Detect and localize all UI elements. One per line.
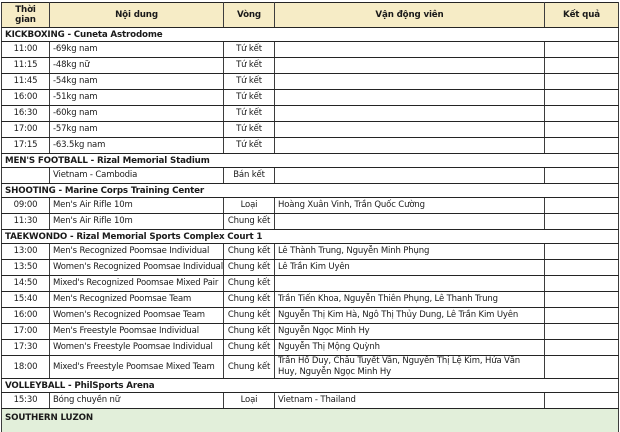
result-cell [545, 214, 619, 230]
round-cell: Chung kết [224, 276, 275, 292]
result-cell [545, 90, 619, 106]
content-cell: -57kg nam [50, 122, 224, 138]
round-cell: Chung kết [224, 214, 275, 230]
result-cell [545, 276, 619, 292]
round-cell: Tứ kết [224, 42, 275, 58]
athletes-cell [275, 168, 545, 184]
time-cell: 16:30 [2, 106, 50, 122]
athletes-cell: Trần Tiến Khoa, Nguyễn Thiên Phụng, Lê Thanh Trung [275, 292, 545, 308]
schedule-table [1, 2, 619, 432]
result-cell [545, 74, 619, 90]
result-cell [545, 168, 619, 184]
time-cell [2, 168, 50, 184]
athletes-cell [275, 138, 545, 154]
result-cell [545, 292, 619, 308]
time-cell: 16:00 [2, 308, 50, 324]
time-cell: 17:15 [2, 138, 50, 154]
athletes-cell [275, 106, 545, 122]
athletes-cell: Nguyễn Ngọc Minh Hy [275, 324, 545, 340]
time-cell: 16:00 [2, 90, 50, 106]
event-row [2, 308, 619, 324]
result-cell [545, 324, 619, 340]
time-cell: 11:15 [2, 58, 50, 74]
athletes-cell: Vietnam - Thailand [275, 393, 545, 409]
column-header-round: Vòng [224, 3, 275, 28]
table-header [2, 3, 619, 28]
round-cell: Chung kết [224, 260, 275, 276]
content-cell: -54kg nam [50, 74, 224, 90]
event-row [2, 393, 619, 409]
section-row [2, 379, 619, 393]
section-row [2, 28, 619, 42]
section-label: SOUTHERN LUZON [2, 409, 619, 432]
time-cell: 14:50 [2, 276, 50, 292]
time-cell: 17:30 [2, 340, 50, 356]
region-section-row [2, 409, 619, 432]
content-cell: -60kg nam [50, 106, 224, 122]
round-cell: Chung kết [224, 244, 275, 260]
section-label: TAEKWONDO - Rizal Memorial Sports Complex Court 1 [2, 230, 619, 244]
content-cell: Men's Recognized Poomsae Team [50, 292, 224, 308]
athletes-cell [275, 90, 545, 106]
section-row [2, 230, 619, 244]
result-cell [545, 42, 619, 58]
time-cell: 15:40 [2, 292, 50, 308]
event-row [2, 138, 619, 154]
athletes-cell: Lê Thành Trung, Nguyễn Minh Phụng [275, 244, 545, 260]
event-row [2, 90, 619, 106]
event-row [2, 122, 619, 138]
table-body [2, 28, 619, 432]
athletes-cell: Trần Hồ Duy, Châu Tuyết Vân, Nguyễn Thị Lệ Kim, Hứa Văn Huy, Nguyễn Ngọc Minh Hy [275, 356, 545, 379]
event-row [2, 214, 619, 230]
event-row [2, 42, 619, 58]
event-row [2, 74, 619, 90]
content-cell: Bóng chuyền nữ [50, 393, 224, 409]
column-header-result: Kết quả [545, 3, 619, 28]
event-row [2, 324, 619, 340]
athletes-cell: Nguyễn Thị Mộng Quỳnh [275, 340, 545, 356]
round-cell: Chung kết [224, 340, 275, 356]
time-cell: 17:00 [2, 324, 50, 340]
time-cell: 11:00 [2, 42, 50, 58]
content-cell: -63.5kg nam [50, 138, 224, 154]
round-cell: Chung kết [224, 356, 275, 379]
content-cell: -48kg nữ [50, 58, 224, 74]
time-cell: 13:00 [2, 244, 50, 260]
round-cell: Chung kết [224, 324, 275, 340]
time-cell: 18:00 [2, 356, 50, 379]
athletes-cell [275, 74, 545, 90]
event-row [2, 244, 619, 260]
content-cell: Men's Air Rifle 10m [50, 198, 224, 214]
time-cell: 09:00 [2, 198, 50, 214]
header-row [2, 3, 619, 28]
column-header-content: Nội dung [50, 3, 224, 28]
round-cell: Tứ kết [224, 74, 275, 90]
content-cell: Men's Freestyle Poomsae Individual [50, 324, 224, 340]
section-label: MEN'S FOOTBALL - Rizal Memorial Stadium [2, 154, 619, 168]
result-cell [545, 308, 619, 324]
athletes-cell [275, 276, 545, 292]
content-cell: Mixed's Recognized Poomsae Mixed Pair [50, 276, 224, 292]
column-header-athletes: Vận động viên [275, 3, 545, 28]
result-cell [545, 340, 619, 356]
athletes-cell: Lê Trần Kim Uyên [275, 260, 545, 276]
time-cell: 13:50 [2, 260, 50, 276]
result-cell [545, 393, 619, 409]
section-label: KICKBOXING - Cuneta Astrodome [2, 28, 619, 42]
section-label: VOLLEYBALL - PhilSports Arena [2, 379, 619, 393]
result-cell [545, 106, 619, 122]
round-cell: Bán kết [224, 168, 275, 184]
athletes-cell [275, 42, 545, 58]
result-cell [545, 260, 619, 276]
time-cell: 11:45 [2, 74, 50, 90]
content-cell: Women's Freestyle Poomsae Individual [50, 340, 224, 356]
section-row [2, 184, 619, 198]
result-cell [545, 198, 619, 214]
event-row [2, 58, 619, 74]
round-cell: Tứ kết [224, 106, 275, 122]
content-cell: -69kg nam [50, 42, 224, 58]
athletes-cell [275, 214, 545, 230]
column-header-time: Thời gian [2, 3, 50, 28]
athletes-cell [275, 58, 545, 74]
content-cell: Mixed's Freestyle Poomsae Mixed Team [50, 356, 224, 379]
athletes-cell: Nguyễn Thị Kim Hà, Ngô Thị Thủy Dung, Lê Trần Kim Uyên [275, 308, 545, 324]
result-cell [545, 244, 619, 260]
section-row [2, 154, 619, 168]
content-cell: -51kg nam [50, 90, 224, 106]
time-cell: 11:30 [2, 214, 50, 230]
round-cell: Tứ kết [224, 90, 275, 106]
round-cell: Tứ kết [224, 122, 275, 138]
event-row [2, 168, 619, 184]
event-row [2, 260, 619, 276]
content-cell: Men's Air Rifle 10m [50, 214, 224, 230]
event-row [2, 198, 619, 214]
round-cell: Loại [224, 393, 275, 409]
event-row [2, 340, 619, 356]
content-cell: Men's Recognized Poomsae Individual [50, 244, 224, 260]
result-cell [545, 122, 619, 138]
content-cell: Women's Recognized Poomsae Team [50, 308, 224, 324]
time-cell: 15:30 [2, 393, 50, 409]
section-label: SHOOTING - Marine Corps Training Center [2, 184, 619, 198]
time-cell: 17:00 [2, 122, 50, 138]
round-cell: Chung kết [224, 292, 275, 308]
round-cell: Chung kết [224, 308, 275, 324]
event-row [2, 106, 619, 122]
result-cell [545, 356, 619, 379]
content-cell: Vietnam - Cambodia [50, 168, 224, 184]
athletes-cell: Hoàng Xuân Vinh, Trần Quốc Cường [275, 198, 545, 214]
event-row [2, 356, 619, 379]
round-cell: Tứ kết [224, 58, 275, 74]
round-cell: Loại [224, 198, 275, 214]
athletes-cell [275, 122, 545, 138]
event-row [2, 292, 619, 308]
result-cell [545, 138, 619, 154]
event-row [2, 276, 619, 292]
content-cell: Women's Recognized Poomsae Individual [50, 260, 224, 276]
round-cell: Tứ kết [224, 138, 275, 154]
result-cell [545, 58, 619, 74]
